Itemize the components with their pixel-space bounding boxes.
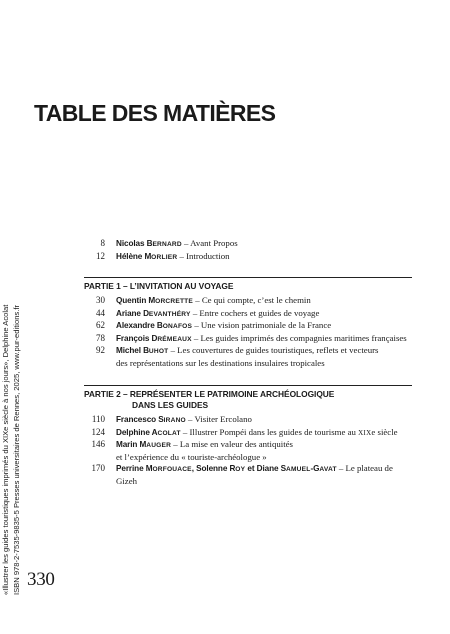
toc-title: – Visiter Ercolano <box>185 414 252 424</box>
toc-page: 110 <box>91 414 105 424</box>
copyright-line-isbn: ISBN 978-2-7535-9835-5 Presses universitaires de Rennes, 2025, www.pur-editions.fr <box>11 305 21 595</box>
toc-authors: Perrine MORFOUACE, Solenne ROY et Diane SAMUEL-GAVAT <box>116 464 337 473</box>
table-of-contents <box>84 238 412 487</box>
toc-page: 124 <box>91 426 105 437</box>
toc-entry <box>84 308 412 321</box>
part-heading <box>84 277 412 292</box>
page-number: 330 <box>27 569 55 590</box>
page-title: TABLE DES MATIÈRES <box>34 100 276 126</box>
toc-entry <box>84 295 412 308</box>
toc-author: Hélène MORLIER <box>116 251 178 261</box>
toc-title: – Illustrer Pompéi dans les guides de tourisme au XIXe siècle <box>180 426 398 437</box>
copyright-sidebar <box>1 295 22 595</box>
toc-author: Quentin MORCRETTE <box>116 296 194 305</box>
toc-title-continued: des représentations sur les destinations insulaires tropicales <box>116 357 325 368</box>
toc-title-continued: et l’expérience du « touriste-archéologue » <box>116 451 267 462</box>
toc-entry <box>84 251 412 264</box>
toc-entry <box>84 238 412 251</box>
toc-entry <box>84 414 412 427</box>
part-title-continued: DANS LES GUIDES <box>132 400 209 410</box>
toc-title: – Le plateau de Gizeh <box>116 463 393 486</box>
toc-page: 92 <box>96 345 105 355</box>
toc-title: – Les guides imprimés des compagnies maritimes françaises <box>191 332 407 343</box>
toc-author: Marin MAUGER <box>116 440 172 449</box>
toc-entry <box>84 320 412 333</box>
toc-entry <box>84 345 412 369</box>
toc-title: – Entre cochers et guides de voyage <box>190 307 320 318</box>
toc-entry <box>84 463 412 487</box>
part-heading <box>84 385 412 411</box>
toc-page: 44 <box>96 307 105 318</box>
toc-author: Ariane DEVANTHÉRY <box>116 308 191 318</box>
toc-page: 30 <box>96 295 105 305</box>
toc-title: – Introduction <box>177 250 230 261</box>
part-title: PARTIE 2 – REPRÉSENTER LE PATRIMOINE ARCHÉOLOGIQUE <box>84 389 335 399</box>
toc-page: 146 <box>91 439 105 449</box>
toc-page: 8 <box>100 238 105 248</box>
toc-entry <box>84 333 412 346</box>
toc-page: 62 <box>96 320 105 330</box>
toc-author: Delphine ACOLAT <box>116 427 181 437</box>
toc-page: 78 <box>96 332 105 343</box>
part-title: PARTIE 1 – L’INVITATION AU VOYAGE <box>84 281 234 291</box>
toc-title: – Une vision patrimoniale de la France <box>192 320 332 330</box>
copyright-line-title: «Illustrer les guides touristiques imprimés du XIXe siècle à nos jours», Delphine Acolat <box>1 304 10 595</box>
toc-title: – Les couvertures de guides touristiques, reflets et vecteurs <box>168 345 379 355</box>
toc-title: – Ce qui compte, c’est le chemin <box>193 295 311 305</box>
toc-author: Michel BUHOT <box>116 346 169 355</box>
toc-page: 12 <box>96 250 105 261</box>
toc-author: François DRÉMEAUX <box>116 333 192 343</box>
toc-author: Nicolas BERNARD <box>116 239 182 248</box>
toc-entry <box>84 427 412 440</box>
toc-author: Alexandre BONAFOS <box>116 321 193 330</box>
toc-entry <box>84 439 412 463</box>
toc-title: – Avant Propos <box>181 238 238 248</box>
toc-title: – La mise en valeur des antiquités <box>171 439 293 449</box>
toc-page: 170 <box>91 463 105 473</box>
toc-author: Francesco SIRANO <box>116 415 186 424</box>
